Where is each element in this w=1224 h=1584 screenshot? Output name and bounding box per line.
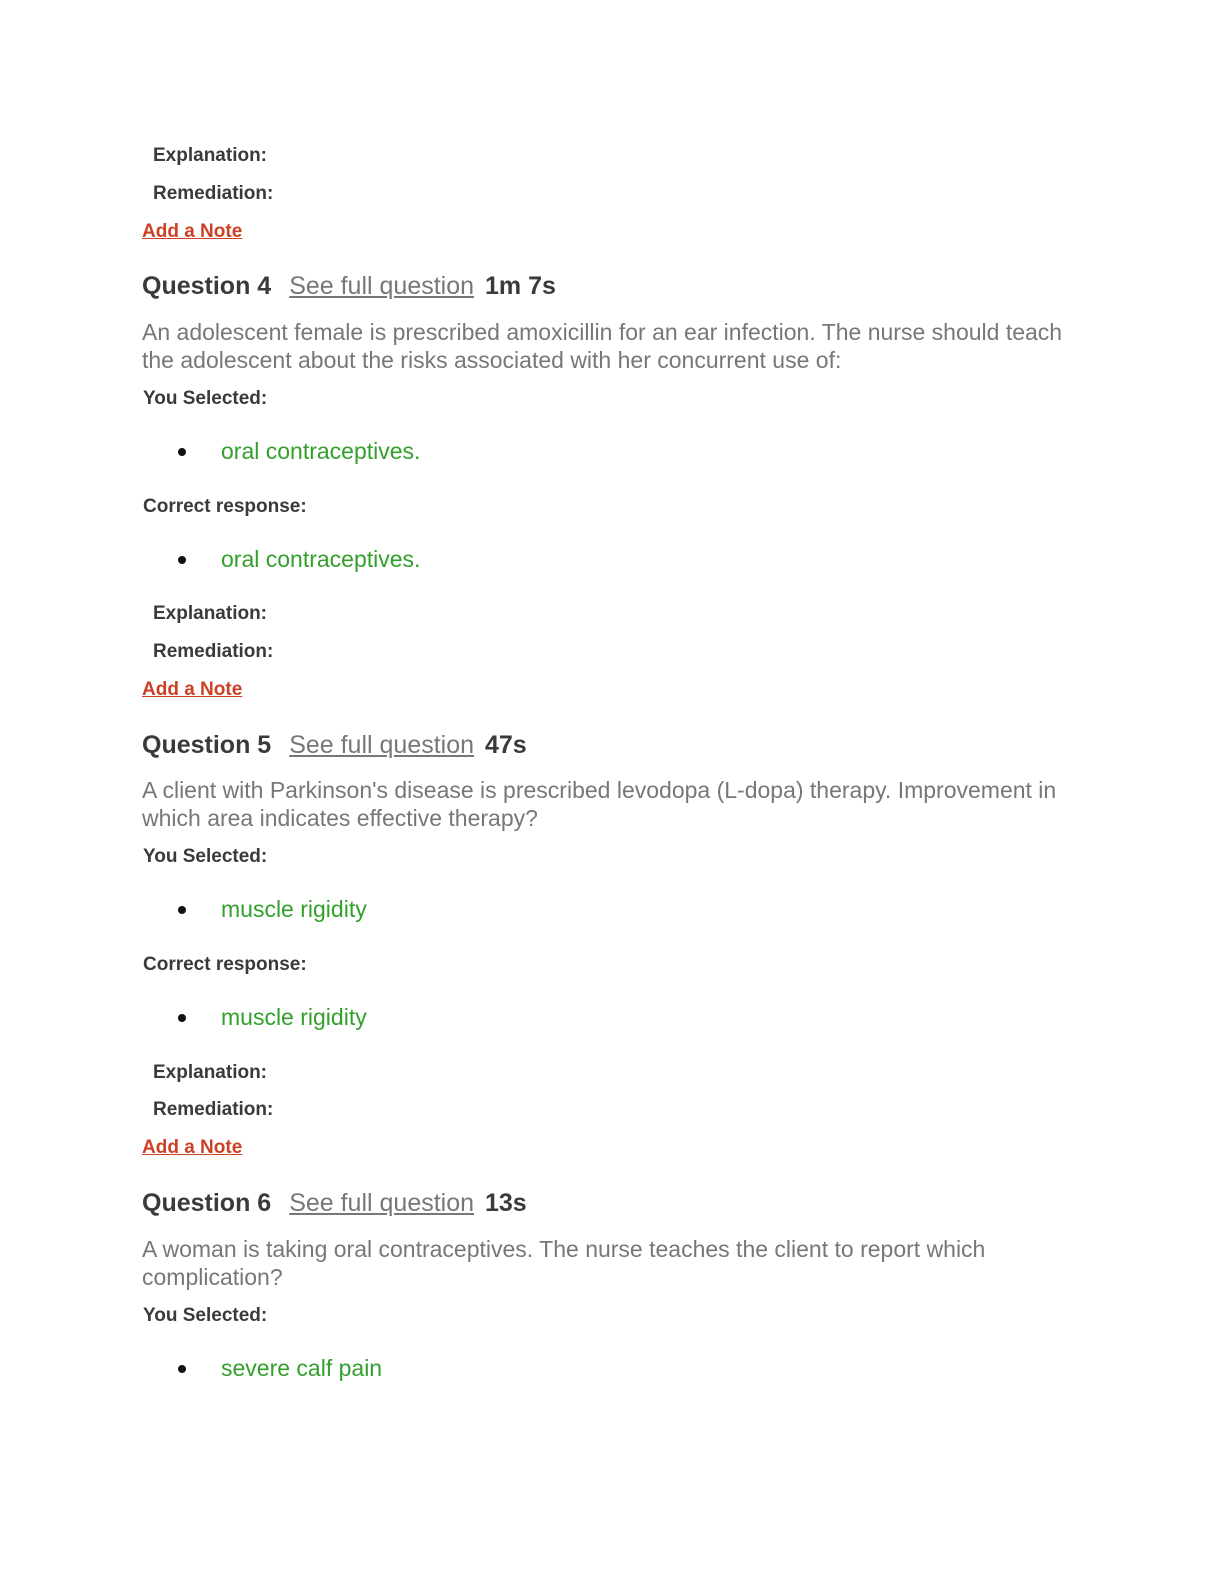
remediation-label: Remediation: <box>153 1099 274 1120</box>
correct-answer: oral contraceptives. <box>221 546 421 572</box>
question-text: An adolescent female is prescribed amoxicillin for an ear infection. The nurse should teach the adolescent about the risks associated with her concurrent use of: <box>142 319 1063 373</box>
question-text: A woman is taking oral contraceptives. The nurse teaches the client to report which complication? <box>142 1236 986 1290</box>
add-note-link[interactable]: Add a Note <box>142 1137 243 1158</box>
you-selected-label: You Selected: <box>143 388 268 409</box>
question-time: 13s <box>485 1189 527 1217</box>
correct-response-label: Correct response: <box>143 496 307 517</box>
question-number: Question 6 <box>142 1189 272 1217</box>
remediation-label: Remediation: <box>153 183 274 204</box>
explanation-label: Explanation: <box>153 1062 268 1083</box>
correct-response-label: Correct response: <box>143 954 307 975</box>
explanation-label: Explanation: <box>153 145 268 166</box>
selected-answer: severe calf pain <box>221 1355 383 1381</box>
question-heading <box>142 733 527 758</box>
bullet-icon <box>178 906 186 914</box>
you-selected-label: You Selected: <box>143 846 268 867</box>
bullet-icon <box>178 556 186 564</box>
bullet-icon <box>178 448 186 456</box>
correct-answer: muscle rigidity <box>221 1004 367 1030</box>
question-number: Question 4 <box>142 272 272 300</box>
remediation-label: Remediation: <box>153 641 274 662</box>
see-full-question-link[interactable]: See full question <box>289 731 475 759</box>
question-text: A client with Parkinson's disease is prescribed levodopa (L-dopa) therapy. Improvement in which area indicates effective therapy? <box>142 777 1057 831</box>
see-full-question-link[interactable]: See full question <box>289 1189 475 1217</box>
question-heading <box>142 1191 527 1216</box>
question-number: Question 5 <box>142 731 272 759</box>
bullet-icon <box>178 1365 186 1373</box>
question-time: 47s <box>485 731 527 759</box>
bullet-icon <box>178 1014 186 1022</box>
add-note-link[interactable]: Add a Note <box>142 679 243 700</box>
explanation-label: Explanation: <box>153 603 268 624</box>
question-time: 1m 7s <box>485 272 556 300</box>
see-full-question-link[interactable]: See full question <box>289 272 475 300</box>
you-selected-label: You Selected: <box>143 1305 268 1326</box>
question-heading <box>142 274 556 299</box>
add-note-link[interactable]: Add a Note <box>142 221 243 242</box>
selected-answer: oral contraceptives. <box>221 438 421 464</box>
selected-answer: muscle rigidity <box>221 896 367 922</box>
